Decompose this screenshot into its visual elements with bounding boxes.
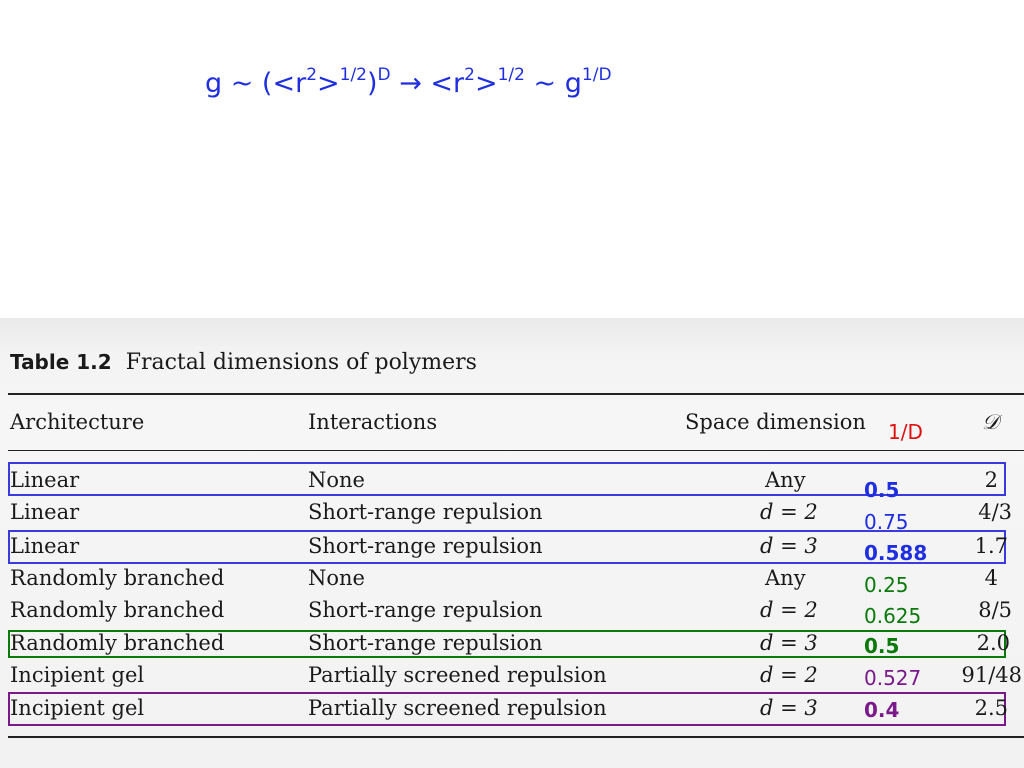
cell-architecture: Linear (10, 468, 80, 492)
header-fractal-d: 𝒟 (982, 410, 999, 434)
cell-interactions: Partially screened repulsion (308, 696, 607, 720)
highlight-box-linear-none (8, 462, 1006, 496)
header-rule (8, 450, 1024, 451)
cell-inverse-d: 0.75 (864, 510, 909, 534)
table-caption (10, 350, 477, 375)
cell-space-dimension: d = 3 (760, 696, 818, 720)
cell-interactions: Short-range repulsion (308, 598, 543, 622)
cell-inverse-d: 0.625 (864, 604, 922, 628)
cell-interactions: None (308, 468, 365, 492)
cell-fractal-d: 4 (984, 566, 998, 590)
cell-inverse-d: 0.5 (864, 634, 900, 658)
cell-interactions: Short-range repulsion (308, 534, 543, 558)
top-rule (8, 393, 1024, 395)
cell-space-dimension: d = 3 (760, 534, 818, 558)
header-architecture: Architecture (10, 410, 145, 434)
cell-interactions: Short-range repulsion (308, 500, 543, 524)
cell-inverse-d: 0.25 (864, 573, 909, 597)
cell-space-dimension: Any (765, 566, 806, 590)
cell-inverse-d: 0.5 (864, 478, 900, 502)
cell-fractal-d: 2 (984, 468, 998, 492)
cell-inverse-d: 0.588 (864, 541, 928, 565)
bottom-rule (8, 736, 1024, 738)
header-inverse-d: 1/D (888, 420, 923, 444)
cell-space-dimension: Any (765, 468, 806, 492)
cell-fractal-d: 91/48 (961, 663, 1022, 687)
header-interactions: Interactions (308, 410, 438, 434)
cell-interactions: None (308, 566, 365, 590)
cell-space-dimension: d = 3 (760, 631, 818, 655)
header-space-dimension: Space dimension (685, 410, 866, 434)
cell-architecture: Randomly branched (10, 631, 225, 655)
cell-architecture: Linear (10, 500, 80, 524)
table-label: Table 1.2 (10, 350, 112, 374)
cell-architecture: Randomly branched (10, 566, 225, 590)
table-title: Fractal dimensions of polymers (125, 350, 477, 375)
cell-architecture: Linear (10, 534, 80, 558)
cell-fractal-d: 1.7 (974, 534, 1008, 558)
cell-inverse-d: 0.527 (864, 666, 922, 690)
cell-architecture: Randomly branched (10, 598, 225, 622)
cell-inverse-d: 0.4 (864, 698, 900, 722)
cell-interactions: Short-range repulsion (308, 631, 543, 655)
cell-fractal-d: 2.0 (976, 631, 1010, 655)
cell-fractal-d: 2.5 (974, 696, 1008, 720)
cell-space-dimension: d = 2 (760, 663, 818, 687)
cell-fractal-d: 8/5 (978, 598, 1012, 622)
scaling-formula: g ~ $(<r^2>^{1/2})^D \to <r^2>^{1/2}$ ~ $g^{1/D}$ (205, 65, 612, 99)
cell-fractal-d: 4/3 (978, 500, 1012, 524)
cell-space-dimension: d = 2 (760, 500, 818, 524)
cell-space-dimension: d = 2 (760, 598, 818, 622)
cell-architecture: Incipient gel (10, 696, 145, 720)
cell-interactions: Partially screened repulsion (308, 663, 607, 687)
cell-architecture: Incipient gel (10, 663, 145, 687)
